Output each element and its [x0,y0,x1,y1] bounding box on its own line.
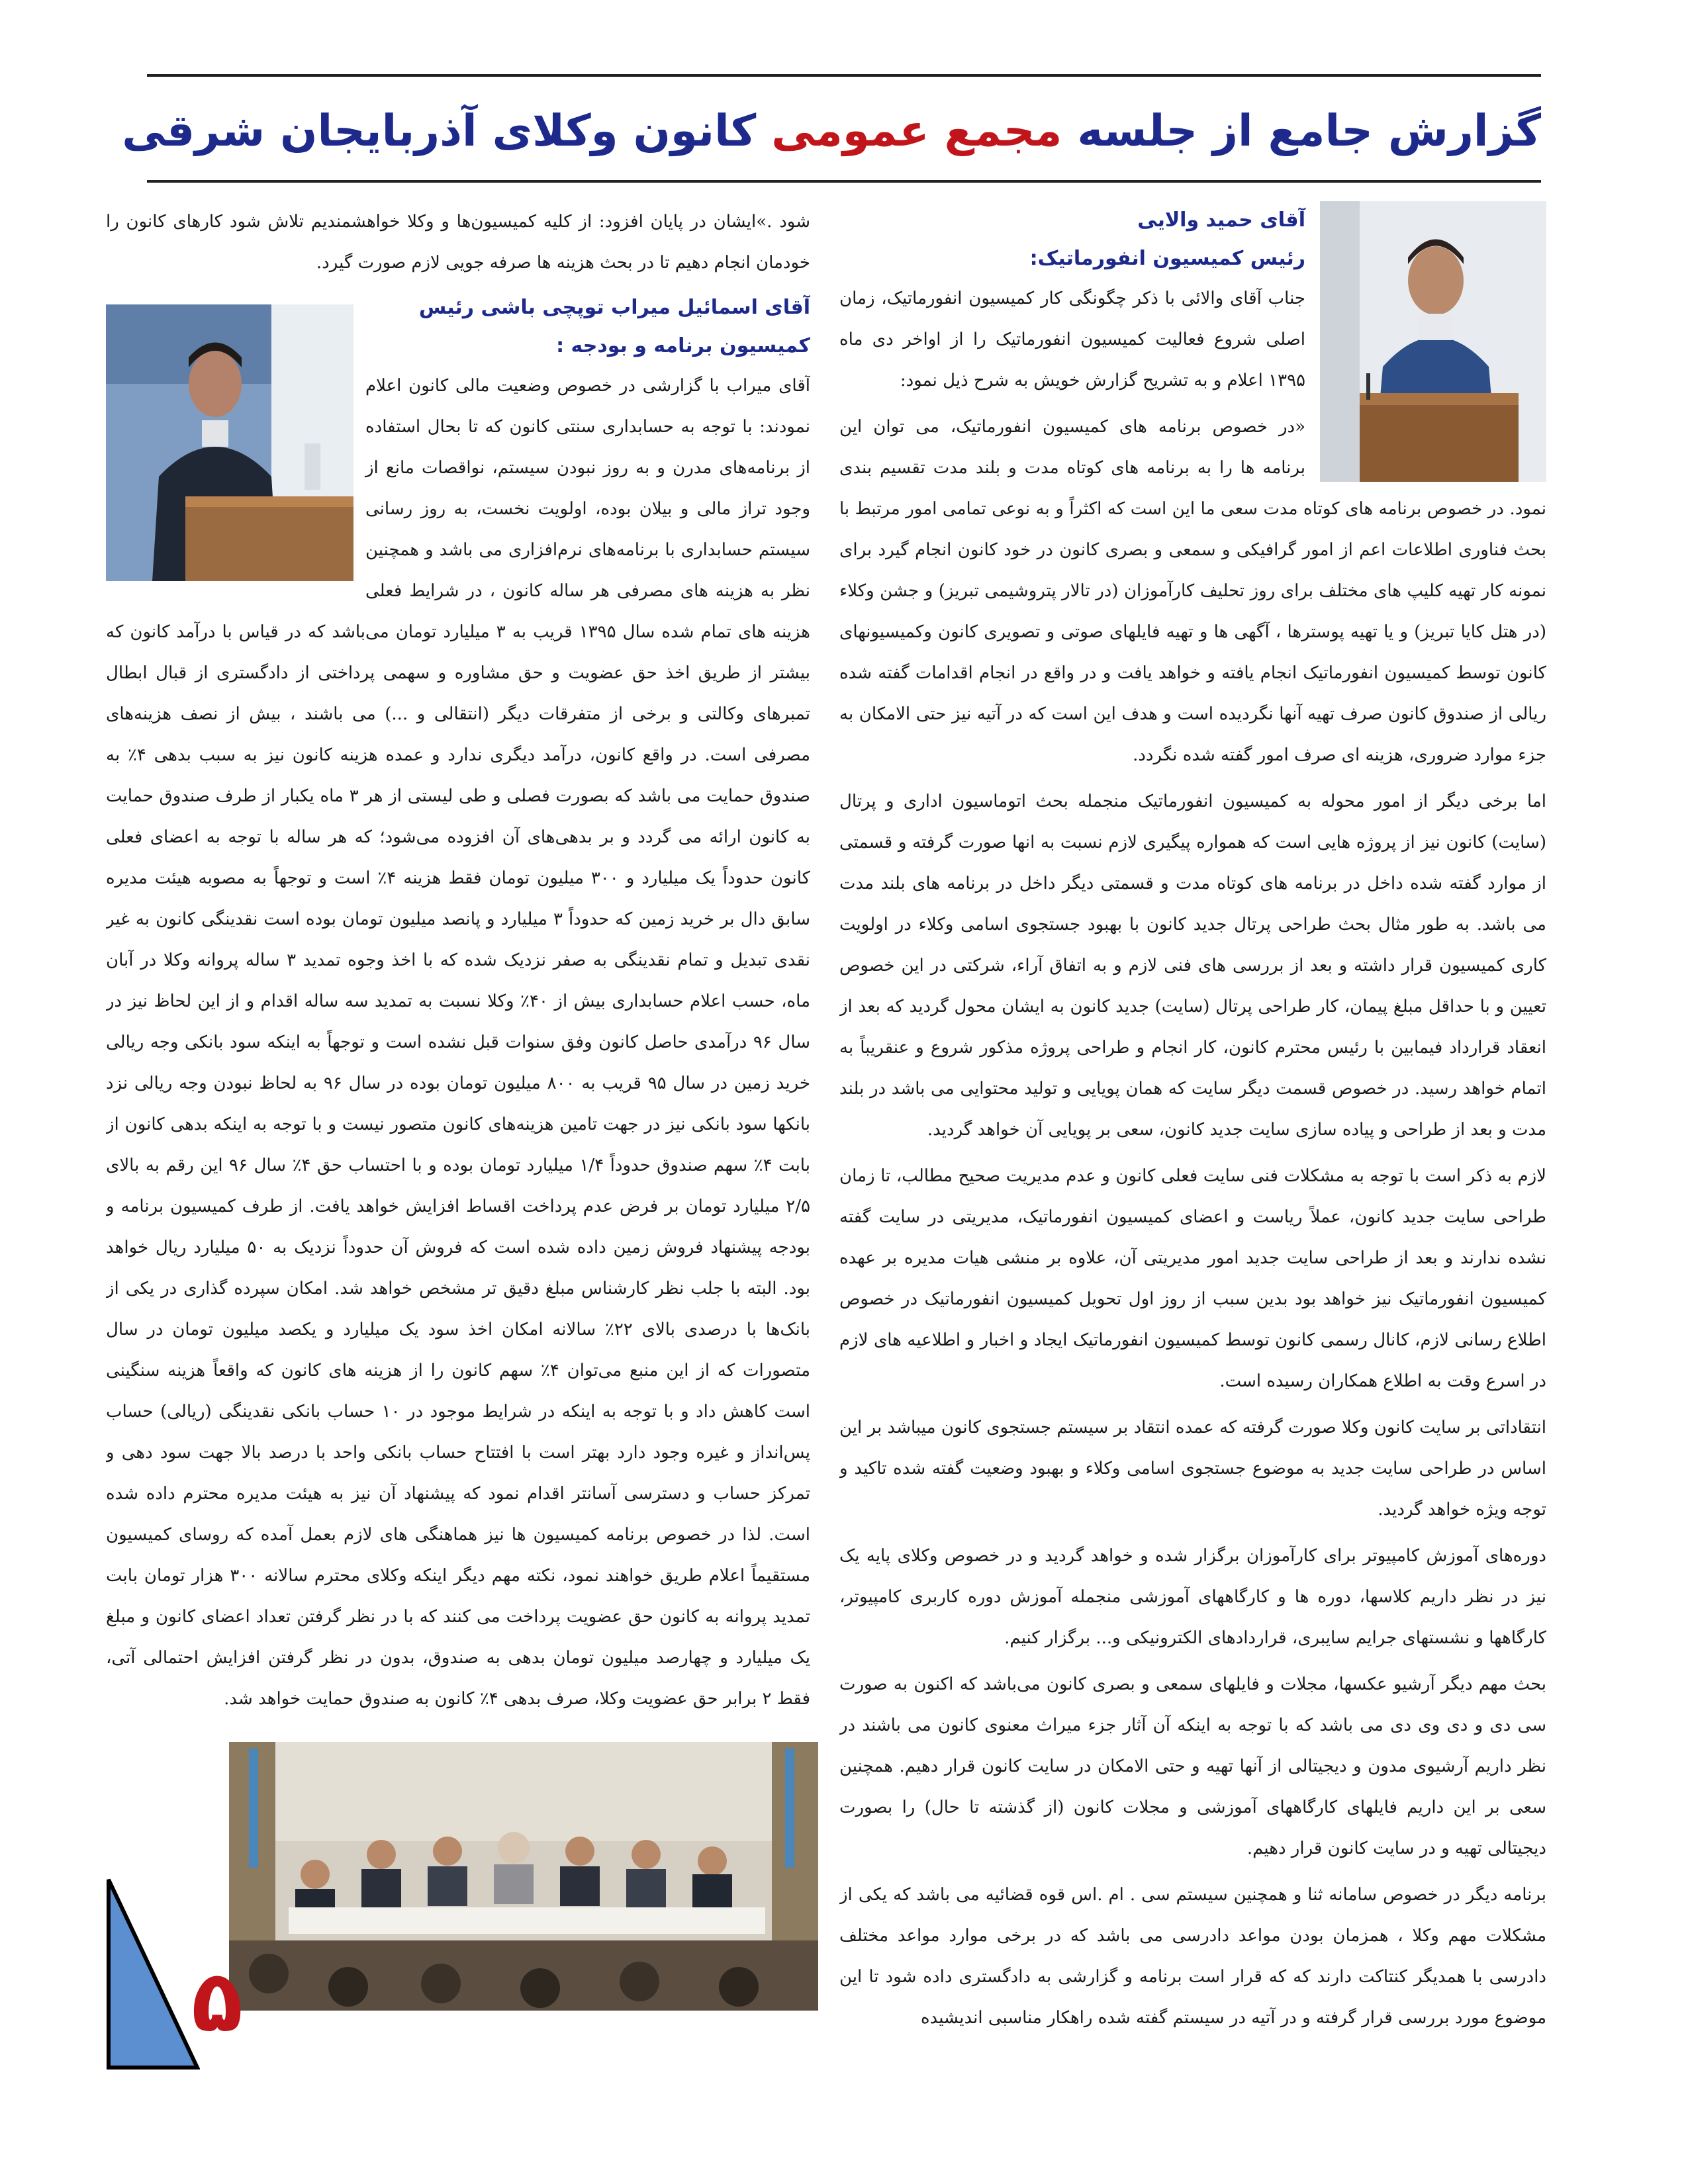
paragraph: دوره‌های آموزش کامپیوتر برای کارآموزان برگزار شده و خواهد گردید و در خصوص وکلای پایه یک نیز در نظر داریم کلاسها، دوره ها و کارگاههای آموزشی منجمله آموزش دوره کاربری کامپیوتر، کارگاهها و نشستهای جرایم سایبری، قراردادهای الکترونیکی و... برگزار کنیم. [839,1546,1546,1648]
mirab-name: آقای اسمائیل میراب توپچی باشی رئیس [418,296,810,319]
photo-general-assembly-panel [229,1742,818,2011]
valaei-name: آقای حمید والایی [1137,208,1305,232]
page-title: گزارش جامع از جلسه مجمع عمومی کانون وکلای آذربایجان شرقی [122,105,1541,156]
photo-hamid-valaei [1320,201,1546,482]
photo-esmaeil-mirab [106,304,353,581]
paragraph: «در خصوص برنامه های کمیسیون انفورماتیک، می توان این برنامه ها را به برنامه های کوتاه مدت و بلند مدت تقسیم بندی نمود. در خصوص برنامه های کوتاه مدت سعی ما این است که اکثراً و به نوعی تمامی امور مرتبط با بحث فناوری اطلاعات اعم از امور گرافیکی و سمعی و بصری کانون در خود کانون انجام گیرد برای نمونه کار تهیه کلیپ های مختلف برای روز تحلیف کارآموزان (در تالار پتروشیمی تبریز) و جشن وکلاء (در هتل کایا تبریز) و یا تهیه پوسترها ، آگهی ها و تهیه فایلهای صوتی و تصویری کانون وکمیسیونهای کانون توسط کمیسیون انفورماتیک انجام یافته و خواهد یافت و در واقع در انجام اقدامات گفته شده ریالی از صندوق کانون صرف تهیه آنها نگردیده است و هدف این است که در آتیه نیز حتی الامکان به جزء موارد ضروری، هزینه ای صرف امور گفته شده نگردد. [839,417,1546,765]
paragraph: برنامه دیگر در خصوص سامانه ثنا و همچنین سیستم سی . ام .اس قوه قضائیه می باشد که یکی از مشکلات مهم وکلا ، همزمان بودن مواعد دادرسی می باشد که در برخی موارد مواعد مختلف دادرسی با همدیگر کنتاکت دارند که که قرار است برنامه و گزارشی به دادگستری داده شود تا این موضوع مورد بررسی قرار گرفته و در آتیه در سیستم گفته شده راهکار مناسبی اندیشیده [839,1885,1546,2028]
paragraph: جناب آقای والائی با ذکر چگونگی کار کمیسیون انفورماتیک، زمان اصلی شروع فعالیت کمیسیون انفورماتیک را از اواخر دی ماه ۱۳۹۵ اعلام و به تشریح گزارش خویش به شرح ذیل نمود: [839,289,1305,390]
paragraph: بحث مهم دیگر آرشیو عکسها، مجلات و فایلهای سمعی و بصری کانون می‌باشد که اکنون به صورت سی دی و دی وی دی می باشد که با توجه به اینکه آن آثار جزء میراث معنوی کانون می باشند در نظر داریم آرشیوی مدون و دیجیتالی از آنها تهیه و حتی الامکان در سایت کانون قرار دهیم. همچنین سعی بر این داریم فایلهای کارگاههای آموزشی و مجلات کانون (از گذشته تا حال) را بصورت دیجیتالی تهیه و در سایت کانون قرار دهیم. [839,1674,1546,1858]
paragraph: لازم به ذکر است با توجه به مشکلات فنی سایت فعلی کانون و عدم مدیریت صحیح مطالب، تا زمان طراحی سایت جدید کانون، عملاً ریاست و اعضای کمیسیون انفورماتیک، مدیریتی در سایت گفته نشده ندارند و بعد از طراحی سایت جدید امور مدیریتی آن، علاوه بر منشی هیات مدیره بر عهده کمیسیون انفورماتیک نیز خواهد بود بدین سبب از روز اول تحویل کمیسیون انفورماتیک در خصوص اطلاع رسانی لازم، کانال رسمی کانون توسط کمیسیون انفورماتیک ایجاد و اخبار و اطلاعیه های لازم در اسرع وقت به اطلاع همکاران رسیده است. [839,1166,1546,1391]
page-number: ۵ [191,1952,244,2051]
right-column [839,201,1546,2048]
mirab-role: کمیسیون برنامه و بودجه : [556,334,810,357]
paragraph: آقای میراب با گزارشی در خصوص وضعیت مالی کانون اعلام نمودند: با توجه به حسابداری سنتی کانون که تا بحال استفاده از برنامه‌های مدرن و به روز نبودن سیستم، نواقصات مانع از وجود تراز مالی و بیلان بوده، اولویت نخست، به روز رسانی سیستم حسابداری با برنامه‌های نرم‌افزاری می باشد و همچنین نظر به هزینه های مصرفی هر ساله کانون ، در شرایط فعلی هزینه های تمام شده سال ۱۳۹۵ قریب به ۳ میلیارد تومان می‌باشد که در قیاس با درآمد کانون که بیشتر از طریق اخذ حق عضویت و حق مشاوره و سهمی پرداختی از دادگستری از قبال ابطال تمبرهای وکالتی و برخی از متفرقات دیگر (انتقالی و ...) می باشند ، بیش از نصف هزینه‌های مصرفی است. در واقع کانون، درآمد دیگری ندارد و عمده هزینه کانون نیز به سبب بدهی ۴٪ به صندوق حمایت می باشد که بصورت فصلی و طی لیستی از هر ۳ ماه یکبار از طرف صندوق حمایت به کانون ارائه می گردد و بر بدهی‌های آن افزوده می‌شود؛ که هر ساله با توجه به اعضای فعلی کانون حدوداً یک میلیارد و ۳۰۰ میلیون تومان فقط هزینه ۴٪ است و توجهاً به مصوبه هیئت مدیره سابق دال بر خرید زمین که حدوداً ۳ میلیارد و پانصد میلیون تومان بوده است نقدینگی کانون به غیر نقدی تبدیل و تمام نقدینگی به صفر نزدیک شده که با اخذ وجوه تمدید ۳ ساله پروانه وکلا در آبان ماه، حسب اعلام حسابداری بیش از ۴۰٪ وکلا نسبت به تمدید سه ساله اقدام و از این لحاظ نیز در سال ۹۶ درآمدی حاصل کانون وفق سنوات قبل نشده است و توجهاً به اینکه سود بانکی وجه ریالی خرید زمین در سال ۹۵ قریب به ۸۰۰ میلیون تومان بوده در سال ۹۶ به لحاظ نبودن وجه ریالی نزد بانکها سود بانکی نیز در جهت تامین هزینه‌های کانون متصور نیست و با توجه به اینکه بدهی کانون از بابت ۴٪ سهم صندوق حدوداً ۱/۴ میلیارد تومان بوده و با احتساب حق ۴٪ سال ۹۶ این رقم به بالای ۲/۵ میلیارد تومان بر فرض عدم پرداخت اقساط افزایش خواهد یافت. از طرف کمیسیون برنامه و بودجه پیشنهاد فروش زمین داده شده است که فروش آن حدوداً نزدیک به ۵۰ میلیارد ریال خواهد بود. البته با جلب نظر کارشناس مبلغ دقیق تر مشخص خواهد شد. امکان سپرده گذاری در یکی از بانک‌ها با درصدی بالای ۲۲٪ سالانه امکان اخذ سود یک میلیارد و یکصد میلیون تومان در سال متصورات که از این منبع می‌توان ۴٪ سهم کانون را از هزینه های کانون که واقعاً هزینه سنگینی است کاهش داد و با توجه به اینکه در شرایط موجود در ۱۰ حساب بانکی نقدینگی (ریالی) حساب پس‌انداز و غیره وجود دارد بهتر است با افتتاح حساب بانکی واحد با درصد بالا جهت سود دهی و تمرکز حساب و دسترسی آسانتر اقدام نمود که پیشنهاد آن نیز به هیئت مدیره محترم داده شده است. لذا در خصوص برنامه کمیسیون ها نیز هماهنگی های لازم بعمل آمده که روسای کمیسیون مستقیماً اعلام طریق خواهند نمود، نکته مهم دیگر اینکه وکلای محترم سالانه ۳۰۰ هزار تومان بابت تمدید پروانه به کانون حق عضویت پرداخت می کنند که با در نظر گرفتن تعداد اعضای کانون و مبلغ یک میلیارد و چهارصد میلیون تومان بدهی به صندوق، بدون در نظر گرفتن افزایش احتمالی آتی، فقط ۲ برابر حق عضویت وکلا، صرف بدهی ۴٪ کانون به صندوق حمایت خواهد شد. [106,376,810,1709]
intro-paragraph: شود .»ایشان در پایان افزود: از کلیه کمیسیون‌ها و وکلا خواهشمندیم تلاش شود کارهای کانون را خودمان انجام دهیم تا در بحث هزینه ها صرفه جویی لازم صورت گیرد. [106,212,810,273]
paragraph: اما برخی دیگر از امور محوله به کمیسیون انفورماتیک منجمله بحث اتوماسیون اداری و پرتال (سایت) کانون نیز از پروژه هایی است که همواره پیگیری لازم نسبت به انها صورت گرفته و قسمتی از موارد گفته شده داخل در برنامه های کوتاه مدت و قسمتی دیگر داخل در برنامه های بلند مدت می باشد. به طور مثال بحث طراحی پرتال جدید کانون با بهبود جستجوی اسامی وکلاء در اولویت کاری کمیسیون قرار داشته و بعد از بررسی های فنی لازم و به اتفاق آراء، شرکتی در این خصوص تعیین و با حداقل مبلغ پیمان، کار طراحی پرتال (سایت) جدید کانون به ایشان محول گردید که بعد از انعقاد قرارداد فیمابین با رئیس محترم کانون، کار انجام و طراحی پروژه مذکور شروع و عنقریباً به اتمام خواهد رسید. در خصوص قسمت دیگر سایت که همان پویایی و تولید محتوایی می باشد در بلند مدت و بعد از طراحی و پیاده سازی سایت جدید کانون، سعی بر پویایی آن خواهد گردید. [839,792,1546,1140]
top-rule [147,74,1541,77]
valaei-role: رئیس کمیسیون انفورماتیک: [1029,247,1305,270]
title-bottom-rule [147,180,1541,183]
left-column [106,201,810,1988]
paragraph: انتقاداتی بر سایت کانون وکلا صورت گرفته که عمده انتقاد بر سیستم جستجوی کانون میباشد بر این اساس در طراحی سایت جدید به موضوع جستجوی اسامی وکلاء و بهبود وضعیت گفته شده تاکید و توجه ویژه خواهد گردید. [839,1418,1546,1520]
